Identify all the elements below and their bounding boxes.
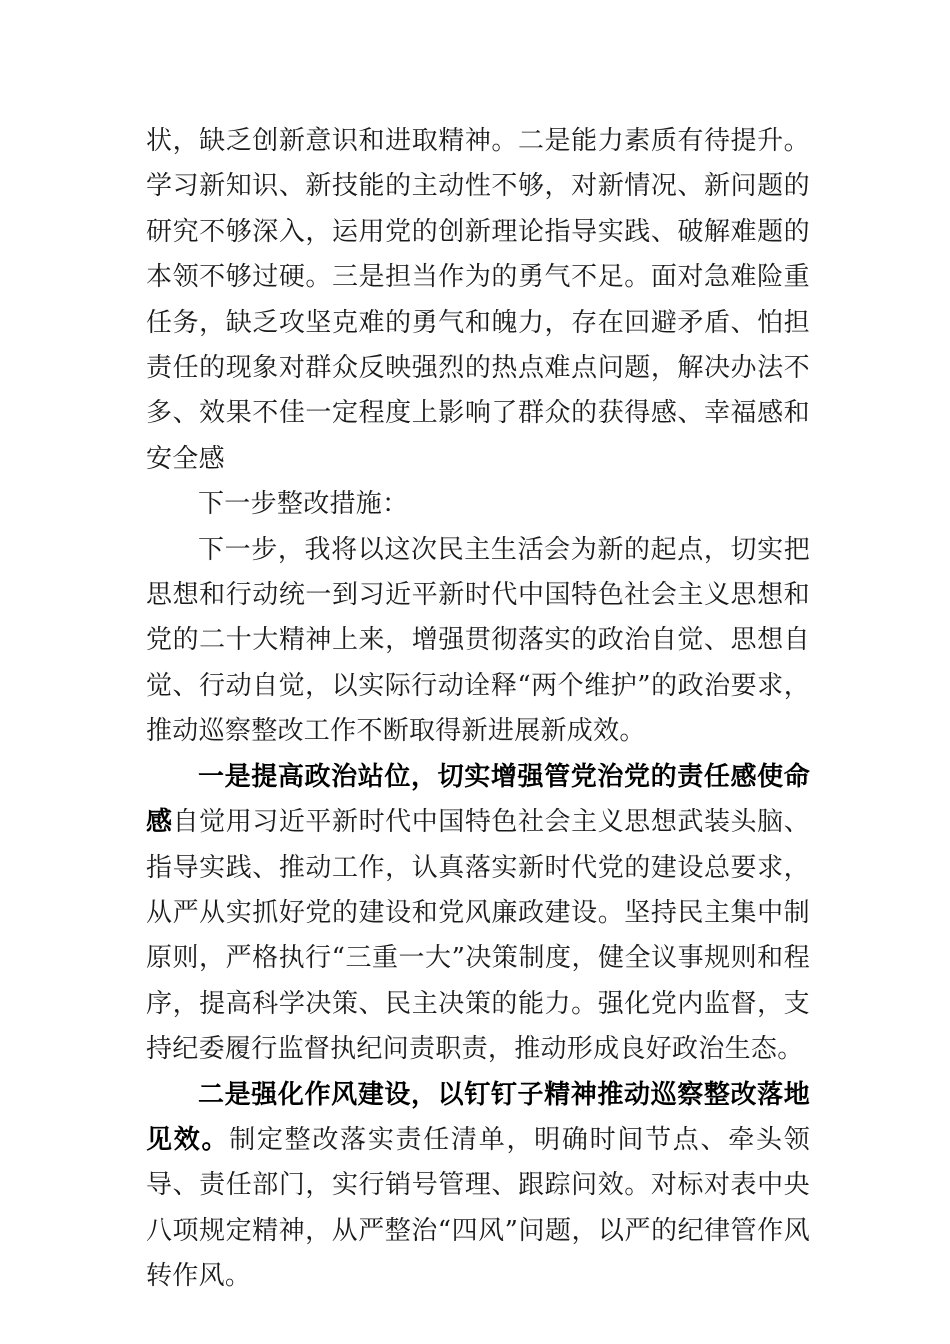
paragraph-lead: 一是提高政治站位，切实增强管党治党的责任感使命感 [146,761,810,838]
paragraph-text: 状，缺乏创新意识和进取精神。二是能力素质有待提升。学习新知识、新技能的主动性不够，对新情况、新问题的研究不够深入，运用党的创新理论指导实践、破解难题的本领不够过硬。三是担当作为的勇气不足。面对急难险重任务，缺乏攻坚克难的勇气和魄力，存在回避矛盾、怕担责任的现象对群众反映强烈的热点难点问题，解决办法不多、效果不佳一定程度上影响了群众的获得感、幸福感和安全感 [146,126,810,474]
paragraph-next-steps-heading [146,482,810,527]
paragraph-next-steps-intro [146,528,810,755]
paragraph-text: 制定整改落实责任清单，明确时间节点、牵头领导、责任部门，实行销号管理、跟踪问效。对标对表中央八项规定精神，从严整治“四风”问题，以严的纪律管作风转作风。 [146,1124,810,1292]
paragraph-text: 自觉用习近平新时代中国特色社会主义思想武装头脑、指导实践、推动工作，认真落实新时代党的建设总要求，从严从实抓好党的建设和党风廉政建设。坚持民主集中制原则，严格执行“三重一大”决策制度，健全议事规则和程序，提高科学决策、民主决策的能力。强化党内监督，支持纪委履行监督执纪问责职责，推动形成良好政治生态。 [146,807,810,1065]
paragraph-measure-one [146,755,810,1073]
paragraph-lead: 二是强化作风建设，以钉钉子精神推动巡察整改落地见效。 [146,1079,810,1155]
paragraph-text: 下一步，我将以这次民主生活会为新的起点，切实把思想和行动统一到习近平新时代中国特色社会主义思想和党的二十大精神上来，增强贯彻落实的政治自觉、思想自觉、行动自觉，以实际行动诠释“两个维护”的政治要求，推动巡察整改工作不断取得新进展新成效。 [146,534,810,747]
paragraph-text: 下一步整改措施： [198,489,409,520]
paragraph-problems-continued [146,119,810,482]
document-body [146,119,810,1300]
paragraph-measure-two [146,1073,810,1300]
